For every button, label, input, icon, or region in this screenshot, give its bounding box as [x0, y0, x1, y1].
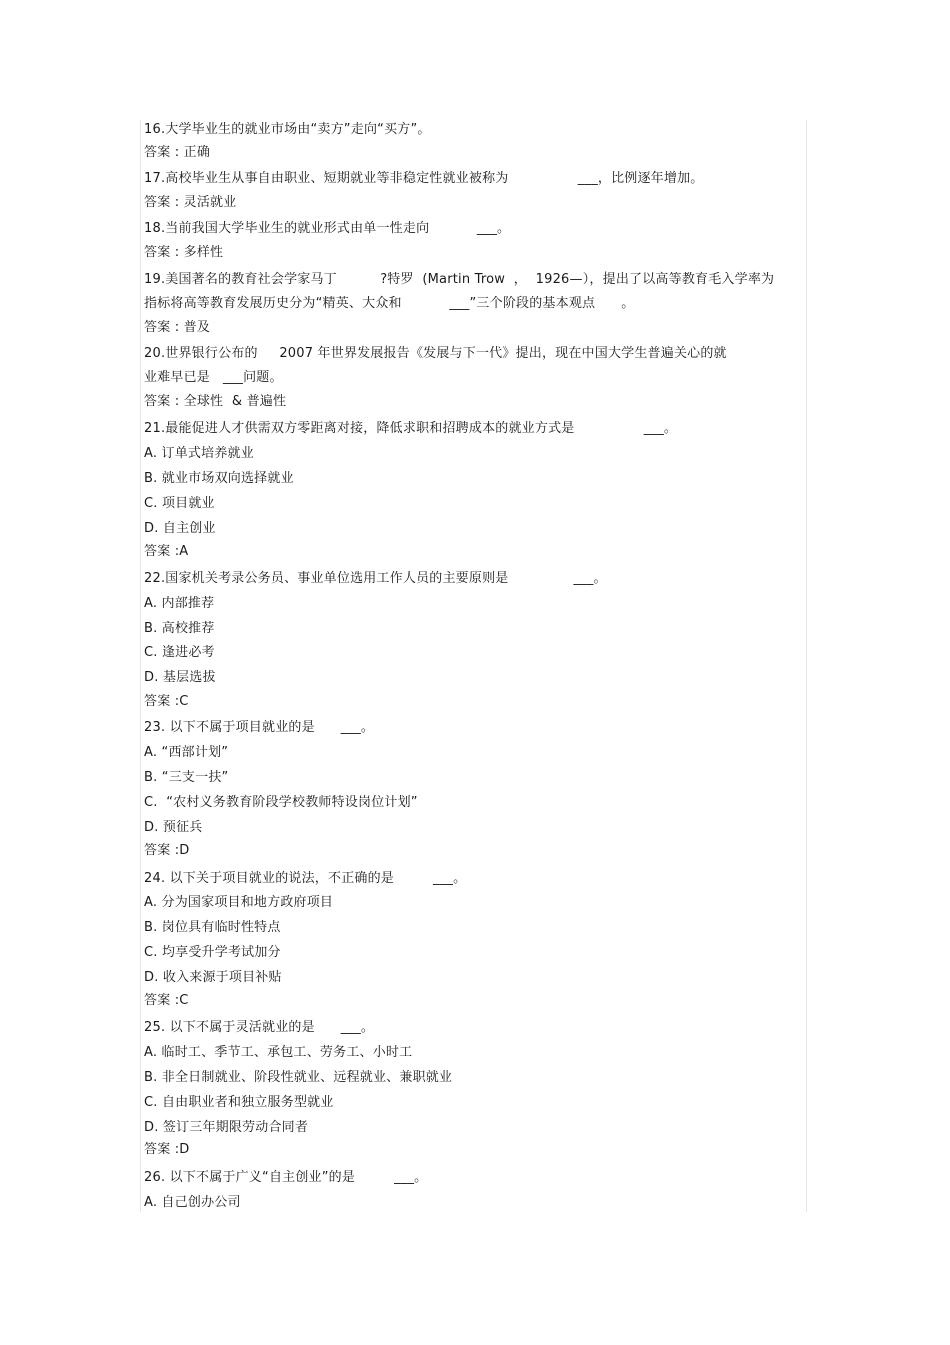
answer-17: 答案 : 灵活就业 [144, 195, 237, 210]
answer-21: 答案 :A [144, 544, 189, 559]
right-margin-rule [806, 120, 807, 1212]
answer-23: 答案 :D [144, 843, 190, 858]
option-23-b: B. “三支一扶” [144, 770, 229, 785]
option-21-d: D. 自主创业 [144, 521, 216, 536]
option-24-d: D. 收入来源于项目补贴 [144, 970, 282, 985]
question-22: 22.国家机关考录公务员、事业单位选用工作人员的主要原则是 ___。 [144, 571, 607, 586]
option-23-d: D. 预征兵 [144, 820, 203, 835]
left-margin-rule [140, 120, 141, 1212]
option-23-c: C. “农村义务教育阶段学校教师特设岗位计划” [144, 795, 418, 810]
option-21-b: B. 就业市场双向选择就业 [144, 471, 294, 486]
option-24-c: C. 均享受升学考试加分 [144, 945, 281, 960]
option-21-c: C. 项目就业 [144, 496, 215, 511]
question-25: 25. 以下不属于灵活就业的是 ___。 [144, 1020, 375, 1035]
answer-22: 答案 :C [144, 694, 189, 709]
question-20-line-1: 20.世界银行公布的 2007 年世界发展报告《发展与下一代》提出，现在中国大学生普遍关心的就 [144, 346, 727, 361]
question-19-line-1: 19.美国著名的教育社会学家马丁 ?特罗 (Martin Trow ， 1926—），提出了以高等教育毛入学率为 [144, 272, 775, 287]
option-23-a: A. “西部计划” [144, 745, 229, 760]
question-24: 24. 以下关于项目就业的说法，不正确的是 ___。 [144, 871, 467, 886]
answer-25: 答案 :D [144, 1142, 190, 1157]
answer-19: 答案 : 普及 [144, 320, 211, 335]
option-25-c: C. 自由职业者和独立服务型就业 [144, 1095, 334, 1110]
answer-24: 答案 :C [144, 993, 189, 1008]
option-25-a: A. 临时工、季节工、承包工、劳务工、小时工 [144, 1045, 413, 1060]
option-22-d: D. 基层选拔 [144, 670, 216, 685]
question-21: 21.最能促进人才供需双方零距离对接，降低求职和招聘成本的就业方式是 ___。 [144, 421, 678, 436]
option-25-d: D. 签订三年期限劳动合同者 [144, 1120, 309, 1135]
option-21-a: A. 订单式培养就业 [144, 446, 254, 461]
option-24-b: B. 岗位具有临时性特点 [144, 920, 281, 935]
question-18: 18.当前我国大学毕业生的就业形式由单一性走向 ___。 [144, 221, 511, 236]
question-26: 26. 以下不属于广义“自主创业”的是 ___。 [144, 1170, 428, 1185]
option-22-a: A. 内部推荐 [144, 596, 215, 611]
question-19-line-2: 指标将高等教育发展历史分为“精英、大众和 ___”三个阶段的基本观点 。 [144, 296, 635, 311]
option-22-b: B. 高校推荐 [144, 621, 215, 636]
question-16: 16.大学毕业生的就业市场由“卖方”走向“买方”。 [144, 122, 431, 137]
option-25-b: B. 非全日制就业、阶段性就业、远程就业、兼职就业 [144, 1070, 453, 1085]
answer-16: 答案 : 正确 [144, 145, 211, 160]
option-24-a: A. 分为国家项目和地方政府项目 [144, 895, 334, 910]
option-22-c: C. 逢进必考 [144, 645, 215, 660]
question-17: 17.高校毕业生从事自由职业、短期就业等非稳定性就业被称为 ___，比例逐年增加。 [144, 171, 704, 186]
question-23: 23. 以下不属于项目就业的是 ___。 [144, 720, 375, 735]
answer-18: 答案 : 多样性 [144, 245, 224, 260]
question-20-line-2: 业难早已是 ___问题。 [144, 370, 283, 385]
option-26-a: A. 自己创办公司 [144, 1195, 241, 1210]
answer-20: 答案 : 全球性 & 普遍性 [144, 394, 287, 409]
